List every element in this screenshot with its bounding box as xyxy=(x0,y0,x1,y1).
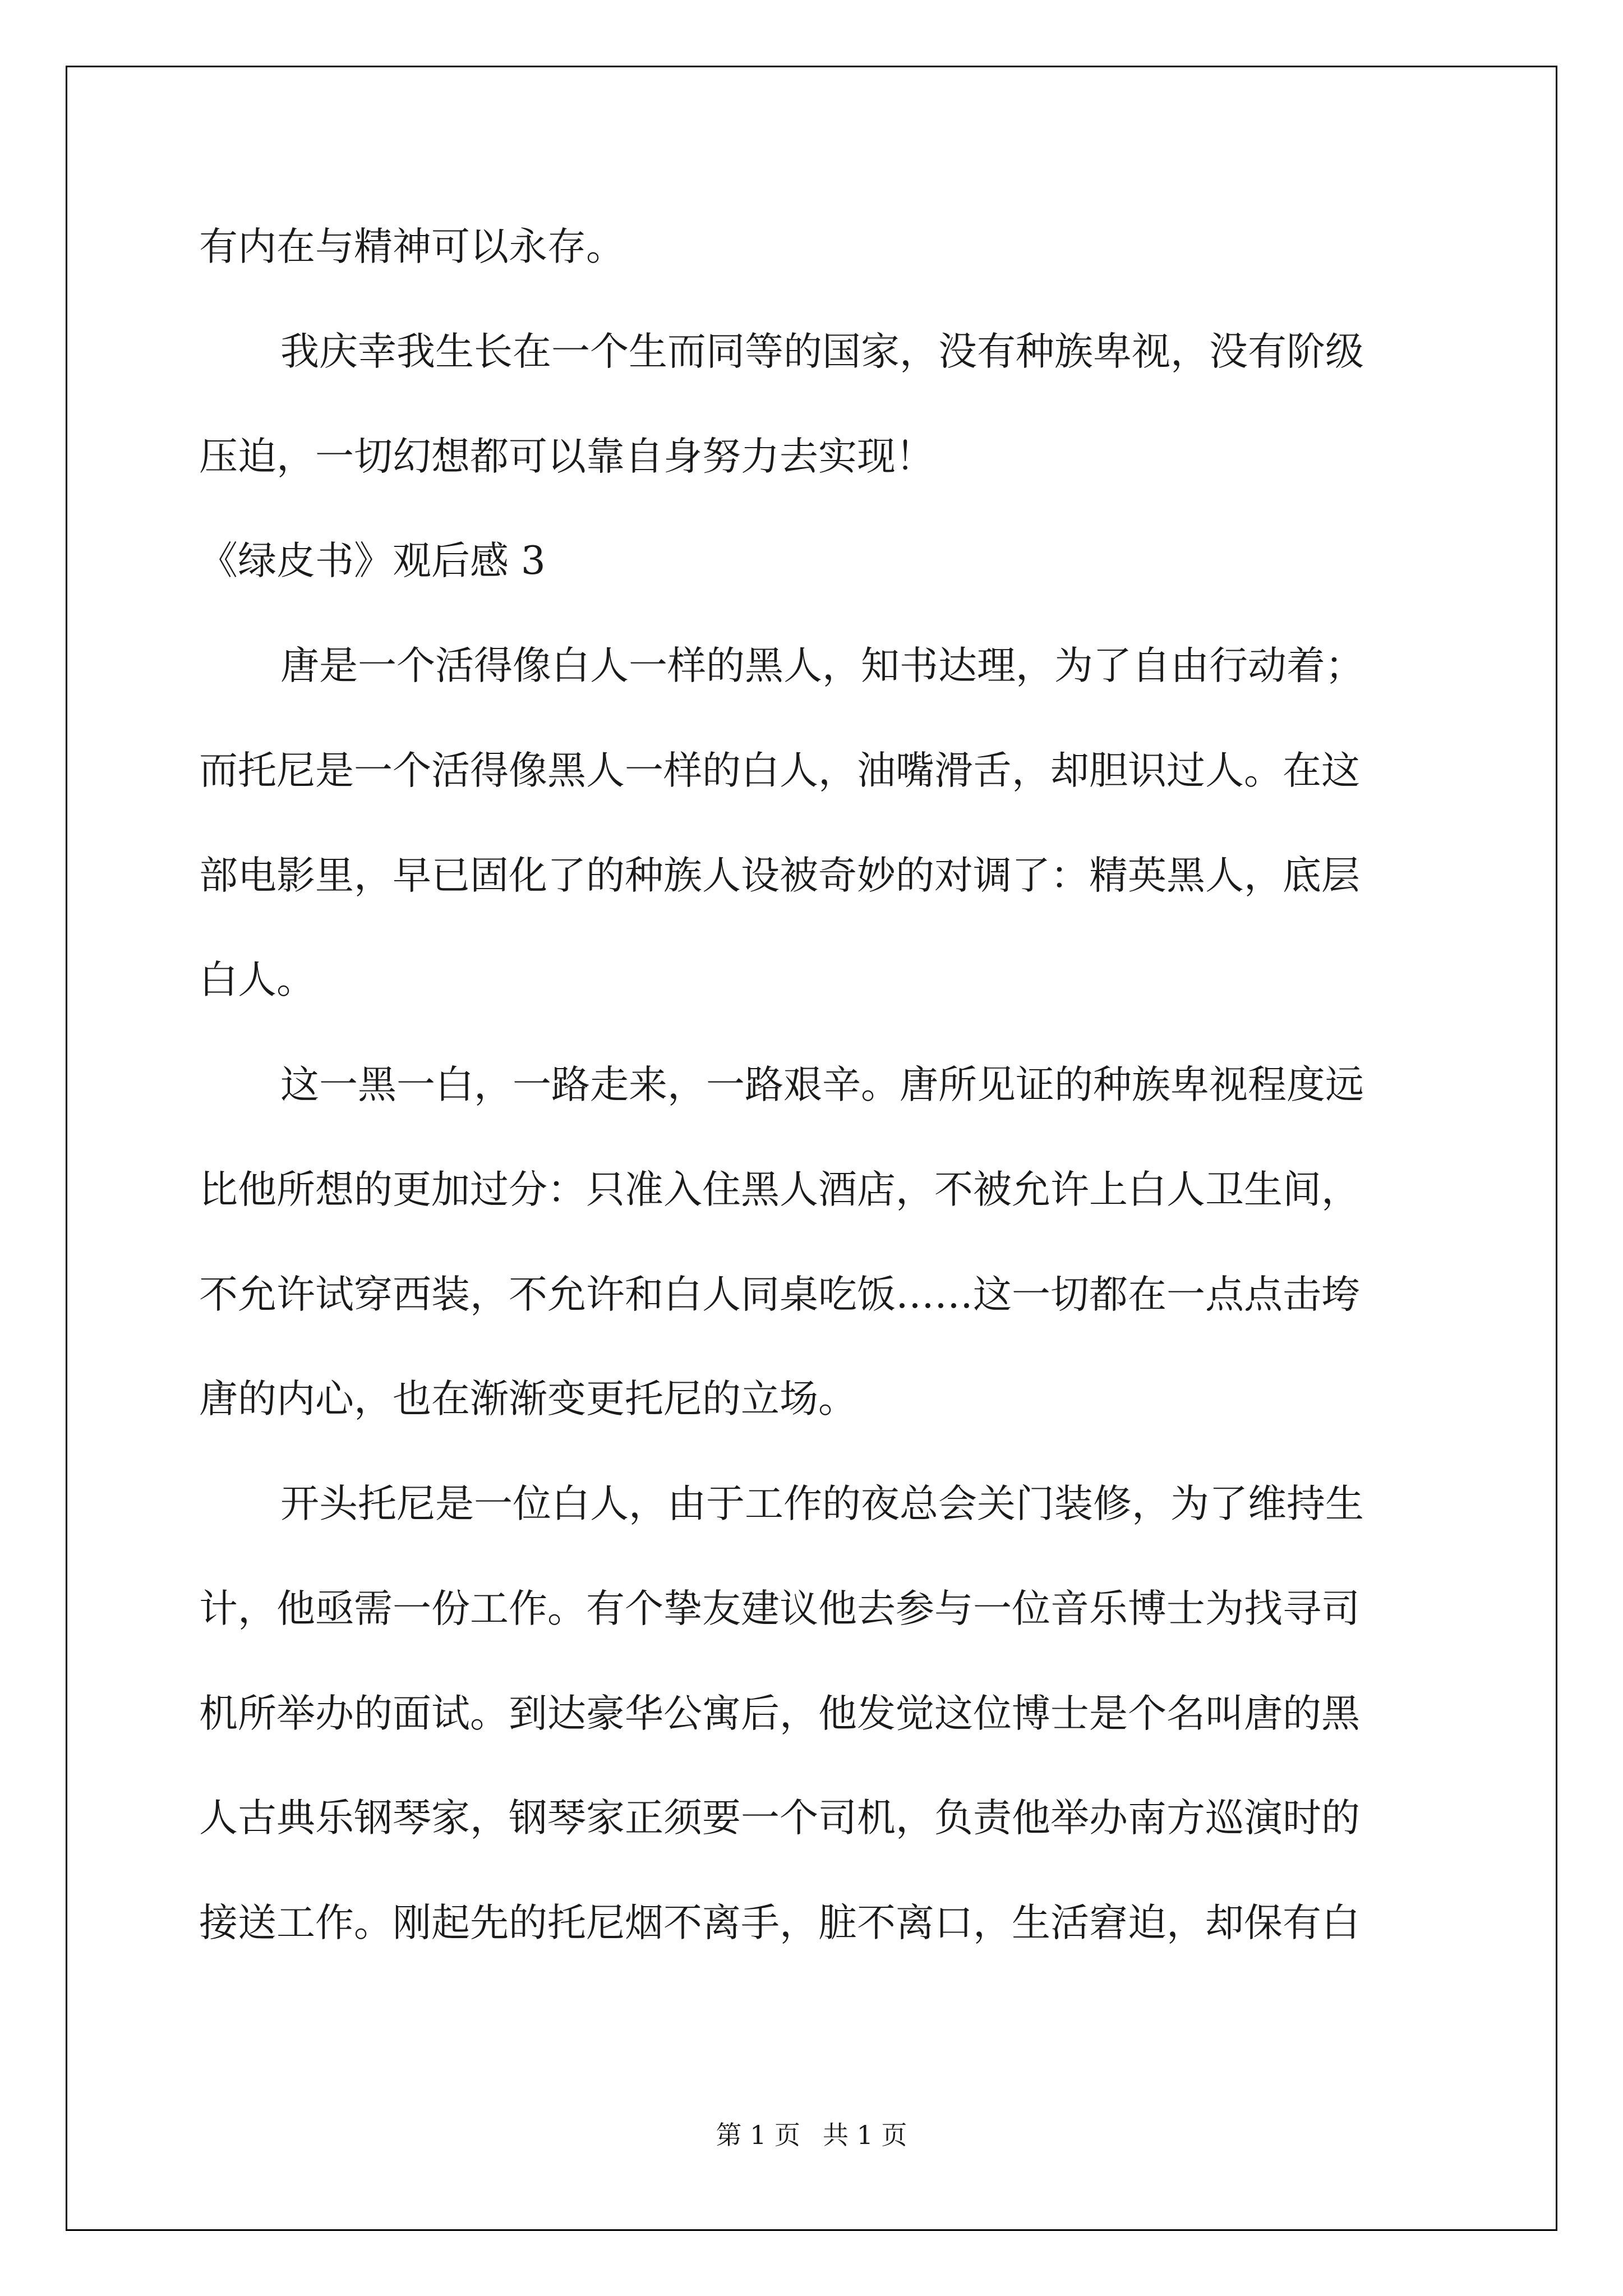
text-line: 压迫，一切幻想都可以靠自身努力去实现！ xyxy=(199,434,934,479)
page-footer xyxy=(0,2115,1623,2152)
text-line: 计，他亟需一份工作。有个挚友建议他去参与一位音乐博士为找寻司 xyxy=(199,1586,1360,1631)
text-line: 而托尼是一个活得像黑人一样的白人，油嘴滑舌，却胆识过人。在这 xyxy=(199,748,1360,793)
text-line: 不允许试穿西装，不允许和白人同桌吃饭……这一切都在一点点击垮 xyxy=(199,1272,1360,1317)
paragraph-start: 唐是一个活得像白人一样的黑人，知书达理，为了自由行动着； xyxy=(280,643,1364,688)
text-line: 白人。 xyxy=(199,958,315,1002)
page-number: 第 1 页 xyxy=(716,2120,800,2150)
text-line: 接送工作。刚起先的托尼烟不离手，脏不离口，生活窘迫，却保有白 xyxy=(199,1901,1360,1945)
text-line: 部电影里，早已固化了的种族人设被奇妙的对调了：精英黑人，底层 xyxy=(199,853,1360,898)
text-line: 比他所想的更加过分：只准入住黑人酒店，不被允许上白人卫生间， xyxy=(199,1167,1360,1212)
text-line: 机所举办的面试。到达豪华公寓后，他发觉这位博士是个名叫唐的黑 xyxy=(199,1691,1360,1736)
paragraph-start: 我庆幸我生长在一个生而同等的国家，没有种族卑视，没有阶级 xyxy=(280,329,1364,374)
paragraph-start: 这一黑一白，一路走来，一路艰辛。唐所见证的种族卑视程度远 xyxy=(280,1062,1364,1107)
text-line: 有内在与精神可以永存。 xyxy=(199,224,625,269)
text-line: 唐的内心，也在渐渐变更托尼的立场。 xyxy=(199,1377,857,1421)
page-total: 共 1 页 xyxy=(823,2120,907,2150)
text-line: 人古典乐钢琴家，钢琴家正须要一个司机，负责他举办南方巡演时的 xyxy=(199,1796,1360,1841)
section-heading: 《绿皮书》观后感 3 xyxy=(199,539,546,583)
paragraph-start: 开头托尼是一位白人，由于工作的夜总会关门装修，为了维持生 xyxy=(280,1481,1364,1526)
